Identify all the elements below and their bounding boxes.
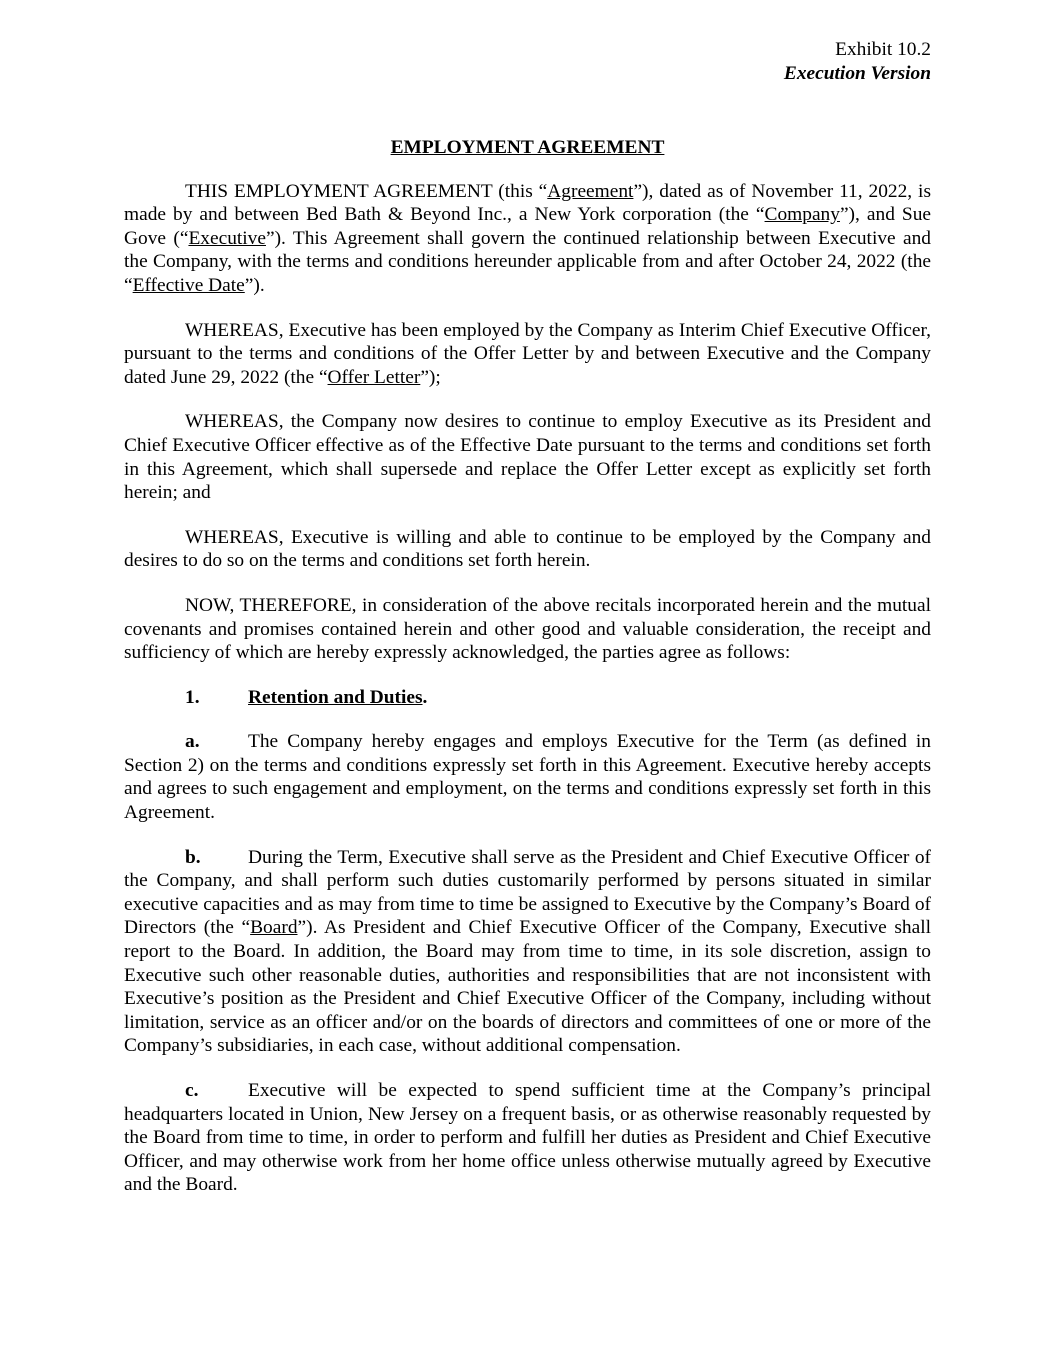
clause-c: c. Executive will be expected to spend sufficient time at the Company’s principal headquarters located in Union, New Jersey on a frequent basis, or as otherwise reasonably requested by the Board from time to time, in order to perform and fulfill her duties as President and Chief Executive Officer, and may otherwise work from her home office unless otherwise mutually agreed by Executive and the Board. — [124, 1080, 931, 1196]
section-title: Retention and Duties — [248, 686, 423, 708]
whereas-paragraph-3: WHEREAS, Executive is willing and able to continue to be employed by the Company and desires to do so on the terms and conditions set forth herein. — [124, 526, 931, 572]
clause-b: b. During the Term, Executive shall serve as the President and Chief Executive Officer of the Company, and shall perform such duties customarily performed by persons situated in similar executive capacities and as may from time to time be assigned to Executive by the Company’s Board of Directors (the “Board”). As President and Chief Executive Officer of the Company, Executive shall report to the Board. In addition, the Board may from time to time, in its sole discretion, assign to Executive such other reasonable duties, authorities and responsibilities that are not inconsistent with Executive’s position as the President and Chief Executive Officer of the Company, including without limitation, service as an officer and/or on the boards of directors and committees of one or more of the Company’s subsidiaries, in each case, without additional compensation. — [124, 846, 931, 1057]
defined-term-effective-date: Effective Date — [132, 274, 245, 296]
whereas-paragraph-2: WHEREAS, the Company now desires to continue to employ Executive as its President and Chief Executive Officer effective as of the Effective Date pursuant to the terms and conditions set forth in this Agreement, which shall supersede and replace the Offer Letter except as explicitly set forth herein; and — [124, 411, 931, 504]
whereas-paragraph-1: WHEREAS, Executive has been employed by the Company as Interim Chief Executive Officer, pursuant to the terms and conditions of the Offer Letter by and between Executive and the Company dated June 29, 2022 (the “Offer Letter”); — [124, 319, 931, 388]
clause-label: a. — [185, 731, 200, 753]
defined-term-offer-letter: Offer Letter — [327, 366, 421, 388]
clause-a: a. The Company hereby engages and employs Executive for the Term (as defined in Section 2) on the terms and conditions expressly set forth in this Agreement. Executive hereby accepts and agrees to such engagement and employment, on the terms and conditions expressly set forth in this Agreement. — [124, 731, 931, 824]
exhibit-header — [124, 38, 931, 86]
defined-term-agreement: Agreement — [547, 180, 634, 202]
defined-term-board: Board — [250, 917, 298, 939]
clause-label: b. — [185, 846, 201, 868]
clause-label: c. — [185, 1080, 199, 1101]
execution-version-label: Execution Version — [783, 63, 931, 84]
document-page — [124, 38, 931, 1218]
defined-term-executive: Executive — [188, 227, 266, 249]
preamble-paragraph: THIS EMPLOYMENT AGREEMENT (this “Agreement”), dated as of November 11, 2022, is made by and between Bed Bath & Beyond Inc., a New York corporation (the “Company”), and Sue Gove (“Executive”). This Agreement shall govern the continued relationship between Executive and the Company, with the terms and conditions hereunder applicable from and after October 24, 2022 (the “Effective Date”). — [124, 180, 931, 296]
section-number: 1. — [185, 686, 200, 708]
now-therefore-paragraph: NOW, THEREFORE, in consideration of the above recitals incorporated herein and the mutual covenants and promises contained herein and other good and valuable consideration, the receipt and sufficiency of which are hereby expressly acknowledged, the parties agree as follows: — [124, 594, 931, 664]
exhibit-number: Exhibit 10.2 — [835, 39, 931, 60]
section-1-heading: 1. Retention and Duties. — [185, 686, 428, 708]
defined-term-company: Company — [764, 204, 840, 226]
document-title: EMPLOYMENT AGREEMENT — [390, 137, 665, 158]
